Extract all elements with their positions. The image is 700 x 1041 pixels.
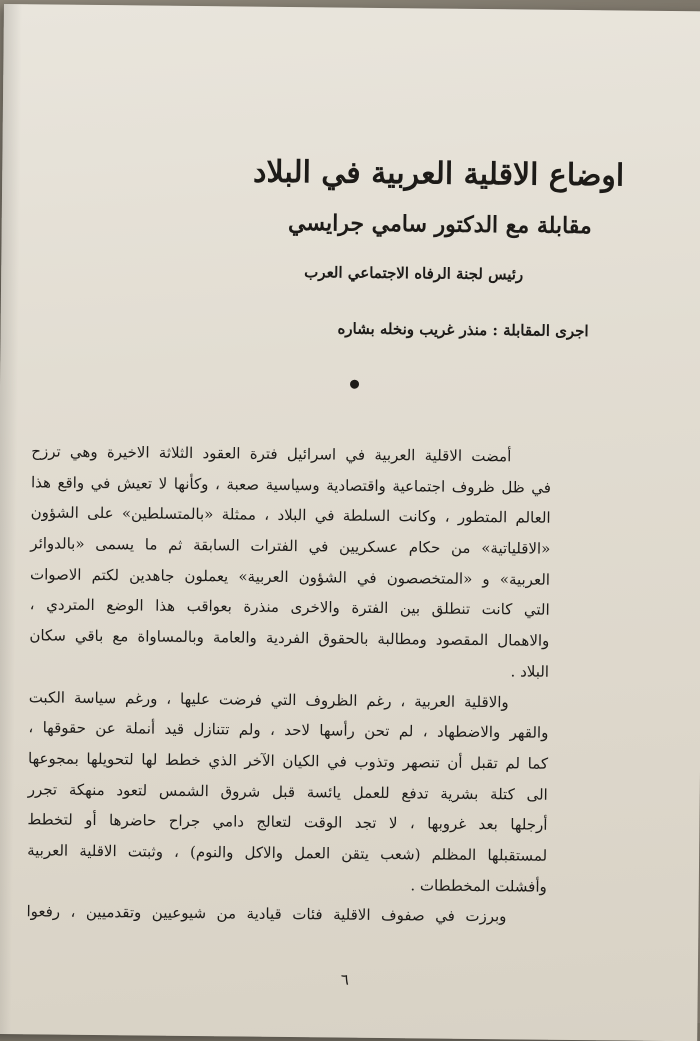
body-line: في ظل ظروف اجتماعية واقتصادية وسياسية صعبة ، وكأنها لا تعيش في واقع هذا [30,472,552,497]
document-page [0,4,700,1041]
body-line: أمضت الاقلية العربية في اسرائيل فترة العقود الثلاثة الاخيرة وهي ترزح [31,442,512,466]
interviewers-credit: اجرى المقابلة : منذر غريب ونخله بشاره [337,319,589,341]
body-line: الى كتلة بشرية تدفع للعمل يائسة قبل شروق الشمس لتعود منهكة تجرر [27,779,548,804]
page-number: ٦ [340,970,349,989]
article-title: اوضاع الاقلية العربية في البلاد [252,154,625,194]
body-line: العالم المتطور ، وكانت السلطة في البلاد ، ممثلة «بالمتسلطين» على الشؤون [30,503,551,528]
body-line: والقهر والاضطهاد ، لم تحن رأسها لاحد ، ولم تتنازل قيد أنملة عن حقوقها ، [28,718,549,742]
article-subtitle: مقابلة مع الدكتور سامي جرايسي [287,209,592,240]
body-line: وبرزت في صفوف الاقلية فئات قيادية من شيوعيين وتقدميين ، رفعوا [26,902,507,926]
article-body [26,436,551,932]
body-line: التي كانت تنطلق بين الفترة والاخرى منذرة بعواقب هذا الوضع المتردي ، [29,595,550,620]
section-separator-dot [350,380,359,389]
body-line: «الاقلياتية» من حكام عسكريين في الفترات السابقة ثم ما يسمى «بالدوائر [30,534,551,558]
body-line: أرجلها بعد غروبها ، لا تجد الوقت لتعالج دامي جراح حاضرها أو لتخطط [27,810,548,834]
body-line: لمستقبلها المظلم (شعب يتقن العمل والاكل والنوم) ، وثبتت الاقلية العربية [27,841,548,865]
body-line: والاهمال المقصود ومطالبة بالحقوق الفردية والعامة وبالمساواة مع باقي سكان [29,626,550,650]
body-line: العربية» و «المتخصصون في الشؤون العربية» يعملون جاهدين لكتم الاصوات [29,565,551,589]
interviewee-role: رئيس لجنة الرفاه الاجتماعي العرب [304,263,524,284]
body-line: البلاد . [510,662,550,681]
body-line: وأفشلت المخططات . [410,875,547,896]
body-line: والاقلية العربية ، رغم الظروف التي فرضت عليها ، ورغم سياسة الكبت [28,687,509,711]
body-line: كما لم تقبل أن تنصهر وتذوب في الكيان الآخر الذي خطط لها لتحويلها بمجوعها [28,749,549,773]
